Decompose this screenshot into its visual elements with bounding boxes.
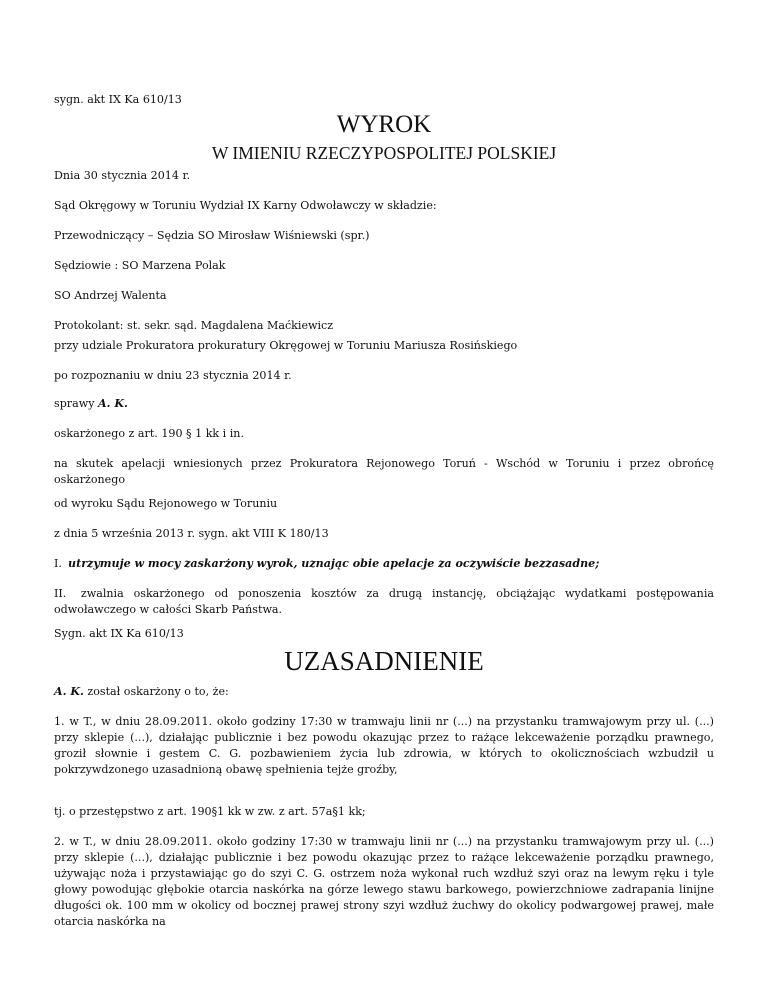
point-2-text: zwalnia oskarżonego od ponoszenia kosztów za drugą instancję, obciążając wydatkami postępowania odwoławczego w całości Skarb Państwa. — [54, 587, 714, 616]
judgment-from: od wyroku Sądu Rejonowego w Toruniu — [54, 497, 278, 510]
judges: Sędziowie : SO Marzena Polak — [54, 259, 226, 272]
charge-summary: oskarżonego z art. 190 § 1 kk i in. — [54, 427, 244, 440]
verdict-point-2 — [54, 586, 714, 618]
intro-rest: został oskarżony o to, że: — [83, 685, 229, 698]
justification-intro — [54, 684, 229, 700]
intro-defendant-name: A. K. — [54, 685, 84, 698]
verdict-date: Dnia 30 stycznia 2014 r. — [54, 169, 191, 182]
court-composition: Sąd Okręgowy w Toruniu Wydział IX Karny Odwoławczy w składzie: — [54, 199, 437, 212]
prosecutor: przy udziale Prokuratora prokuratury Okręgowej w Toruniu Mariusza Rosińskiego — [54, 339, 518, 352]
appeal-paragraph: na skutek apelacji wniesionych przez Prokuratora Rejonowego Toruń - Wschód w Toruniu i przez obrońcę oskarżonego — [54, 457, 714, 486]
point-1-number: I. — [54, 557, 62, 570]
court-clerk: Protokolant: st. sekr. sąd. Magdalena Maćkiewicz — [54, 319, 334, 332]
point-1-text: utrzymuje w mocy zaskarżony wyrok, uznając obie apelacje za oczywiście bezzasadne; — [68, 557, 600, 570]
presiding-judge: Przewodniczący – Sędzia SO Mirosław Wiśniewski (spr.) — [54, 229, 370, 242]
hearing-date: po rozpoznaniu w dniu 23 stycznia 2014 r. — [54, 369, 292, 382]
justification-title: UZASADNIENIE — [284, 646, 484, 676]
charge-2-paragraph: 2. w T., w dniu 28.09.2011. około godziny 17:30 w tramwaju linii nr (...) na przystanku tramwajowym przy ul. (...) przy sklepie (...), działając publicznie i bez powodu okazując przez to rażące lekceważenie porządku prawnego, używając noża i przystawiając go do szyi C. G. ostrzem noża wykonał ruch wzdłuż szyi oraz na lewym ręku i tyle głowy powodując głębokie otarcia naskórka na górze lewego stawu barkowego, powierzchniowe zadrapania linijne długości ok. 100 mm w okolicy od bocznej prawej strony szyi wzdłuż żuchwy do okolicy podwargowej prawej, małe otarcia naskórka na — [54, 835, 714, 928]
document-title: WYROK — [336, 111, 432, 138]
case-prefix: sprawy — [54, 397, 99, 410]
judgment-date: z dnia 5 września 2013 r. sygn. akt VIII K 180/13 — [54, 527, 329, 540]
document-subtitle: W IMIENIU RZECZYPOSPOLITEJ POLSKIEJ — [211, 143, 557, 163]
charge-1-qualification: tj. o przestępstwo z art. 190§1 kk w zw. z art. 57a§1 kk; — [54, 805, 366, 818]
point-2-number: II. — [54, 587, 67, 600]
case-defendant — [54, 396, 128, 412]
charge-1-paragraph: 1. w T., w dniu 28.09.2011. około godziny 17:30 w tramwaju linii nr (...) na przystanku tramwajowym przy ul. (...) przy sklepie (...), działając publicznie i bez powodu okazując przez to rażące lekceważenie porządku prawnego, groził słownie i gestem C. G. pozbawieniem życia lub zdrowia, w których to okolicznościach wzbudził u pokrzywdzonego uzasadnioną obawę spełnienia tejże groźby, — [54, 715, 714, 776]
case-signature-top: sygn. akt IX Ka 610/13 — [54, 93, 182, 106]
defendant-name: A. K. — [98, 397, 128, 410]
judge-second: SO Andrzej Walenta — [54, 289, 167, 302]
case-signature-justification: Sygn. akt IX Ka 610/13 — [54, 627, 184, 640]
verdict-point-1 — [54, 556, 599, 572]
